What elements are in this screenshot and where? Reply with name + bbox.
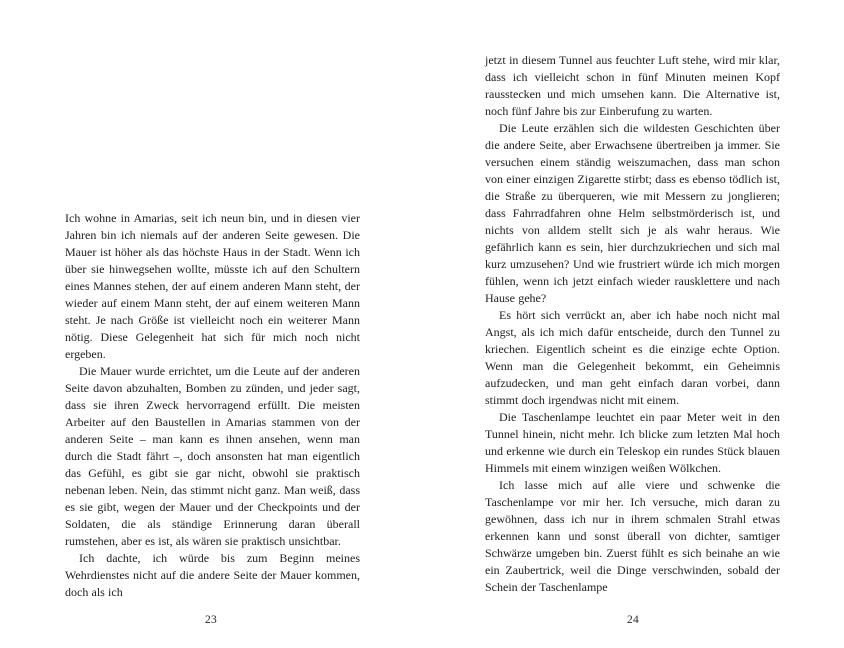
paragraph: Die Taschenlampe leuchtet ein paar Meter weit in den Tunnel hinein, nicht mehr. Ich blicke zum letzten Mal hoch und erkenne wie durch ein Teleskop ein rundes Stück blauen Himmels mit einem winzigen weißen Wölkchen. <box>485 410 780 475</box>
page-left-text-block <box>65 210 360 601</box>
paragraph: Ich wohne in Amarias, seit ich neun bin, und in diesen vier Jahren bin ich niemals auf der anderen Seite gewesen. Die Mauer ist höher als das höchste Haus in der Stadt. Wenn ich über sie hinwegsehen wollte, müsste ich auf den Schultern eines Mannes stehen, der auf einem anderen Mann steht, der wieder auf einem Mann steht, der auf einem weiteren Mann steht. Je nach Größe ist vielleicht noch ein weiterer Mann nötig. Diese Gelegenheit hat sich für mich noch nicht ergeben. <box>65 211 360 361</box>
page-right <box>422 0 844 648</box>
paragraph: Es hört sich verrückt an, aber ich habe noch nicht mal Angst, als ich mich dafür entscheide, durch den Tunnel zu kriechen. Eigentlich scheint es die einzige echte Option. Wenn man die Gelegenheit bekommt, ein Geheimnis aufzudecken, und man geht einfach daran vorbei, dann stimmt doch irgendwas nicht mit einem. <box>485 308 780 407</box>
paragraph: jetzt in diesem Tunnel aus feuchter Luft stehe, wird mir klar, dass ich vielleicht schon in fünf Minuten meinen Kopf rausstecken und mich umsehen kann. Die Alternative ist, noch fünf Jahre bis zur Einberufung zu warten. <box>485 53 780 118</box>
paragraph: Ich lasse mich auf alle viere und schwenke die Taschenlampe vor mir her. Ich versuche, mich daran zu gewöhnen, dass ich nur in ihrem schmalen Strahl etwas erkennen kann und sonst überall von dichter, samtiger Schwärze umgeben bin. Zuerst fühlt es sich beinahe an wie ein Zaubertrick, weil die Dinge verschwinden, sobald der Schein der Taschenlampe <box>485 478 780 594</box>
paragraph: Ich dachte, ich würde bis zum Beginn meines Wehrdienstes nicht auf die andere Seite der Mauer kommen, doch als ich <box>65 551 360 599</box>
page-right-text-block <box>485 52 780 596</box>
page-number-right: 24 <box>626 614 640 626</box>
paragraph: Die Mauer wurde errichtet, um die Leute auf der anderen Seite davon abzuhalten, Bomben zu zünden, und jeder sagt, dass sie ihren Zweck hervorragend erfüllt. Die meisten Arbeiter auf den Baustellen in Amarias stammen von der anderen Seite – man kann es ihnen ansehen, wenn man durch die Stadt fährt –, doch ansonsten hat man eigentlich das Gefühl, es gibt sie gar nicht, obwohl sie praktisch nebenan leben. Nein, das stimmt nicht ganz. Man weiß, dass es sie gibt, wegen der Mauer und der Checkpoints und der Soldaten, die als ständige Erinnerung daran überall rumstehen, aber es ist, als wären sie praktisch unsichtbar. <box>65 364 360 548</box>
page-number-left: 23 <box>204 614 218 626</box>
paragraph: Die Leute erzählen sich die wildesten Geschichten über die andere Seite, aber Erwachsene übertreiben ja immer. Sie versuchen einem ständig weiszumachen, dass man schon von einer einzigen Zigarette stirbt; dass es ebenso tödlich ist, die Straße zu überqueren, wie mit Messern zu jonglieren; dass Fahrradfahren ohne Helm selbstmörderisch ist, und nichts von alldem stellt sich je als wahr heraus. Wie gefährlich kann es sein, hier durchzukriechen und sich mal kurz umzusehen? Und wie frustriert würde ich mich morgen fühlen, wenn ich jetzt einfach wieder rausklettere und nach Hause gehe? <box>485 121 780 305</box>
